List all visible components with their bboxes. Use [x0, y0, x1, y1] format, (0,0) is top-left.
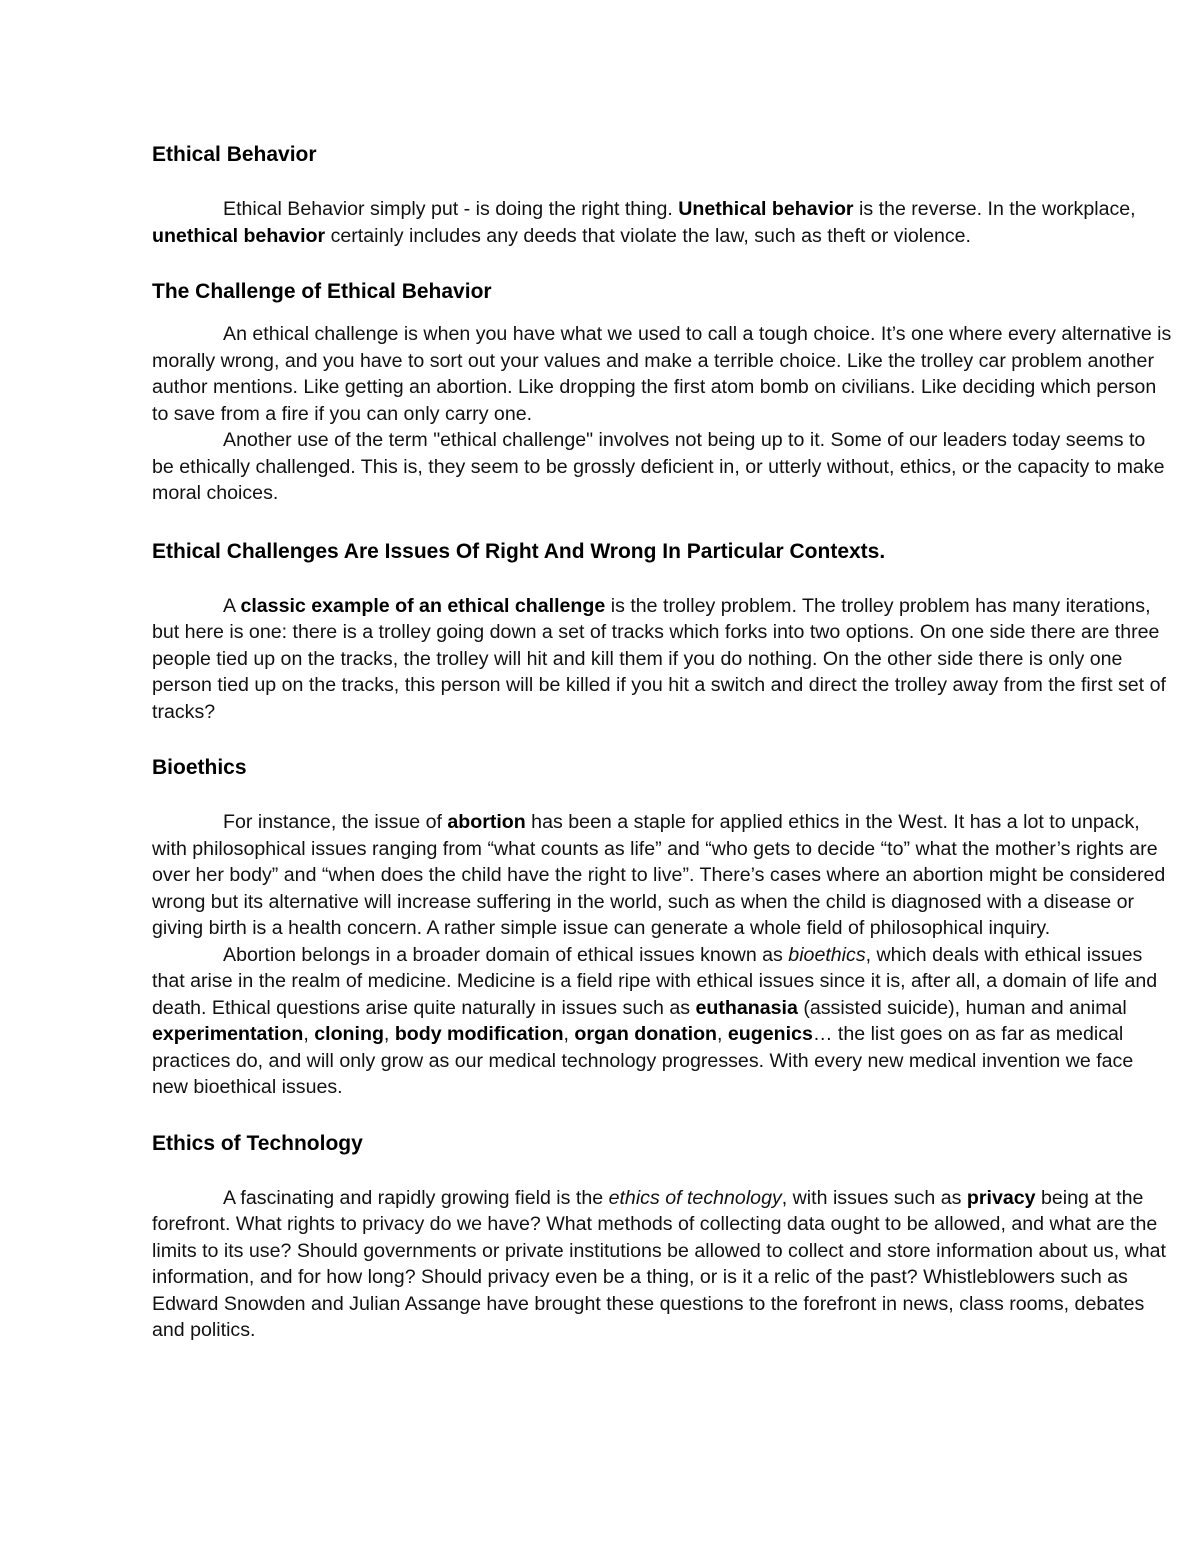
- bold-term: Unethical behavior: [678, 198, 854, 220]
- heading-ethical-behavior: Ethical Behavior: [152, 143, 317, 166]
- text-run: ,: [303, 1023, 315, 1045]
- bold-term: body modification: [394, 1023, 564, 1045]
- bold-term: experimentation: [152, 1023, 304, 1045]
- text-run: is the trolley problem. The trolley problem has many iterations, but here is one: there is a trolley going down a set of tracks which forks into two options. On one side there are three people tied up on the tracks, the trolley will hit and kill them if you do nothing. On the other side there is only one person tied up on the tracks, this person will be killed if you hit a switch and direct the trolley away from the first set of tracks?: [152, 594, 1166, 723]
- heading-bioethics: Bioethics: [152, 756, 247, 779]
- text-run: is the reverse. In the workplace,: [853, 198, 1136, 220]
- bold-term: abortion: [447, 811, 526, 833]
- text-run: ,: [563, 1023, 575, 1045]
- text-run: A: [223, 594, 241, 617]
- paragraph-privacy: [152, 1185, 1172, 1344]
- bold-term: cloning: [314, 1023, 384, 1045]
- text-run: … the list goes on as far as medical practices do, and will only grow as our medical technology progresses. With every new medical invention we face new bioethical issues.: [152, 1023, 1134, 1098]
- paragraph-ethical-behavior: [152, 196, 1172, 249]
- text-run: ,: [717, 1023, 728, 1045]
- text-run: , which deals with ethical issues that arise in the realm of medicine. Medicine is a field ripe with ethical issues since it is, after all, a domain of life and death. Ethical questions arise quite naturally in issues such as: [152, 943, 1158, 1019]
- text-run: A fascinating and rapidly growing field is the: [223, 1186, 609, 1209]
- italic-term: bioethics: [788, 943, 866, 966]
- bold-term: euthanasia: [695, 996, 798, 1019]
- paragraph-bioethics-domain: [152, 942, 1172, 1101]
- heading-challenge-of-ethical-behavior: The Challenge of Ethical Behavior: [152, 280, 492, 303]
- bold-term: unethical behavior: [152, 224, 326, 247]
- document-body: [152, 140, 1172, 1344]
- bold-term: classic example of an ethical challenge: [240, 594, 606, 617]
- text-run: An ethical challenge is when you have what we used to call a tough choice. It’s one where every alternative is morally wrong, and you have to sort out your values and make a terrible choice. Like the trolley car problem another author mentions. Like getting an abortion. Like dropping the first atom bomb on civilians. Like deciding which person to save from a fire if you can only carry one.: [152, 323, 1172, 425]
- text-run: has been a staple for applied ethics in the West. It has a lot to unpack, with philosophical issues ranging from “what counts as life” and “who gets to decide “to” what the mother’s rights are over her body” and “when does the child have the right to live”. There’s cases where an abortion might be considered wrong but its alternative will increase suffering in the world, such as when the child is diagnosed with a disease or giving birth is a health concern. A rather simple issue can generate a whole field of philosophical inquiry.: [152, 811, 1166, 939]
- paragraph-ethical-challenge-term: [152, 427, 1172, 507]
- text-run: Abortion belongs in a broader domain of ethical issues known as: [223, 943, 789, 966]
- paragraph-abortion: [152, 809, 1172, 942]
- heading-right-and-wrong: Ethical Challenges Are Issues Of Right And Wrong In Particular Contexts.: [152, 539, 886, 563]
- text-run: certainly includes any deeds that violate the law, such as theft or violence.: [325, 224, 972, 247]
- text-run: Ethical Behavior simply put - is doing the right thing.: [223, 198, 679, 220]
- text-run: ,: [383, 1023, 395, 1045]
- bold-term: eugenics: [727, 1023, 813, 1045]
- text-run: , with issues such as: [781, 1186, 967, 1209]
- paragraph-ethical-challenge: [152, 321, 1172, 427]
- text-run: being at the forefront. What rights to privacy do we have? What methods of collecting data ought to be allowed, and what are the limits to its use? Should governments or private institutions be allowed to collect and store information about us, what information, and for how long? Should privacy even be a thing, or is it a relic of the past? Whistleblowers such as Edward Snowden and Julian Assange have brought these questions to the forefront in news, class rooms, debates and politics.: [152, 1186, 1166, 1341]
- italic-term: ethics of technology: [608, 1186, 782, 1209]
- bold-term: privacy: [966, 1186, 1036, 1209]
- text-run: Another use of the term "ethical challenge" involves not being up to it. Some of our leaders today seems to be ethically challenged. This is, they seem to be grossly deficient in, or utterly without, ethics, or the capacity to make moral choices.: [152, 429, 1165, 504]
- text-run: (assisted suicide), human and animal: [797, 996, 1127, 1019]
- heading-ethics-of-technology: Ethics of Technology: [152, 1131, 363, 1155]
- paragraph-trolley-problem: [152, 593, 1172, 726]
- bold-term: organ donation: [574, 1023, 718, 1045]
- text-run: For instance, the issue of: [223, 811, 448, 833]
